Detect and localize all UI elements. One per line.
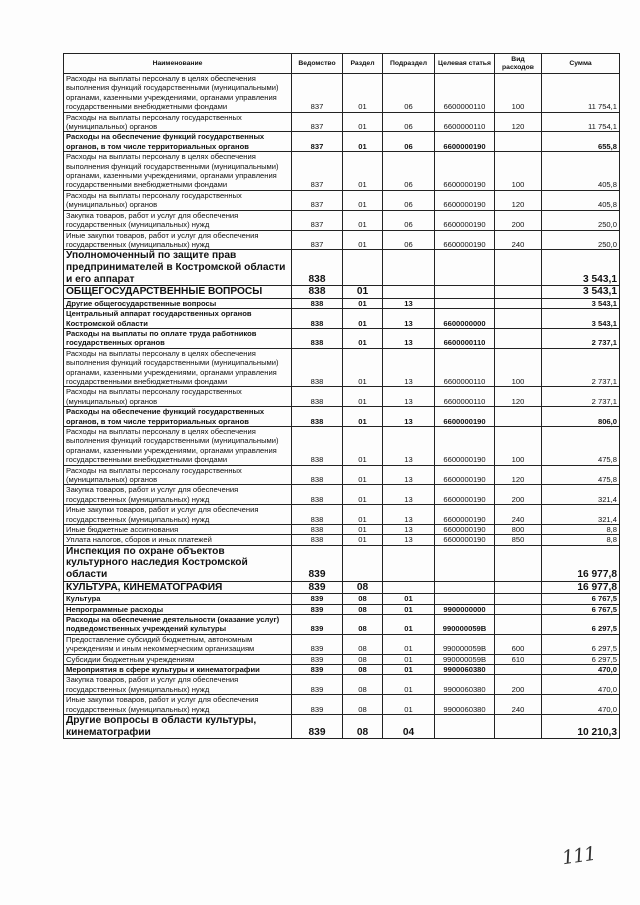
- cell-podrazdel: 01: [383, 634, 435, 654]
- table-row: [64, 615, 620, 635]
- cell-podrazdel: 13: [383, 309, 435, 329]
- cell-vid-rashodov: 200: [495, 675, 542, 695]
- cell-razdel: 01: [343, 210, 383, 230]
- cell-vid-rashodov: [495, 407, 542, 427]
- cell-podrazdel: [383, 250, 435, 286]
- table-row: [64, 74, 620, 113]
- cell-summa: 10 210,3: [542, 715, 620, 739]
- table-row: [64, 634, 620, 654]
- cell-name: Субсидии бюджетным учреждениям: [64, 654, 292, 664]
- cell-summa: 655,8: [542, 132, 620, 152]
- cell-podrazdel: 13: [383, 387, 435, 407]
- cell-razdel: 08: [343, 654, 383, 664]
- cell-podrazdel: 13: [383, 348, 435, 387]
- cell-vid-rashodov: 100: [495, 426, 542, 465]
- table-row: [64, 525, 620, 535]
- cell-vid-rashodov: 100: [495, 152, 542, 191]
- cell-razdel: 01: [343, 298, 383, 308]
- table-body: [64, 74, 620, 739]
- table-row: [64, 505, 620, 525]
- column-header-name: Наименование: [64, 54, 292, 74]
- table-row: [64, 132, 620, 152]
- cell-name: Центральный аппарат государственных органов Костромской области: [64, 309, 292, 329]
- cell-vedomstvo: 838: [292, 407, 343, 427]
- table-row: [64, 485, 620, 505]
- cell-razdel: 08: [343, 695, 383, 715]
- cell-vedomstvo: 837: [292, 152, 343, 191]
- cell-name: Расходы на обеспечение функций государственных органов, в том числе территориальных органов: [64, 132, 292, 152]
- cell-vedomstvo: 838: [292, 525, 343, 535]
- cell-vedomstvo: 839: [292, 654, 343, 664]
- cell-vedomstvo: 837: [292, 74, 343, 113]
- cell-vid-rashodov: 240: [495, 505, 542, 525]
- cell-vid-rashodov: [495, 604, 542, 614]
- cell-summa: 470,0: [542, 675, 620, 695]
- cell-name: Иные бюджетные ассигнования: [64, 525, 292, 535]
- cell-vedomstvo: 839: [292, 665, 343, 675]
- cell-razdel: 01: [343, 485, 383, 505]
- cell-celevaya-statya: 6600000110: [435, 74, 495, 113]
- column-header-summa: Сумма: [542, 54, 620, 74]
- table-row: [64, 152, 620, 191]
- cell-razdel: 01: [343, 465, 383, 485]
- cell-celevaya-statya: 6600000190: [435, 132, 495, 152]
- cell-vid-rashodov: [495, 581, 542, 594]
- cell-vid-rashodov: 610: [495, 654, 542, 664]
- cell-summa: 11 754,1: [542, 74, 620, 113]
- table-row: [64, 654, 620, 664]
- cell-name: Закупка товаров, работ и услуг для обеспечения государственных (муниципальных) нужд: [64, 210, 292, 230]
- cell-vid-rashodov: [495, 132, 542, 152]
- cell-name: Другие общегосударственные вопросы: [64, 298, 292, 308]
- cell-celevaya-statya: 9900060380: [435, 695, 495, 715]
- table-row: [64, 309, 620, 329]
- cell-name: Расходы на выплаты персоналу в целях обеспечения выполнения функций государственными (муниципальными) органами, казенными учреждениями, органами управления государственными внебюджетными фондами: [64, 74, 292, 113]
- cell-razdel: [343, 545, 383, 581]
- cell-vid-rashodov: [495, 250, 542, 286]
- cell-name: Расходы на выплаты по оплате труда работников государственных органов: [64, 328, 292, 348]
- cell-summa: 16 977,8: [542, 581, 620, 594]
- cell-celevaya-statya: 6600000190: [435, 230, 495, 250]
- cell-razdel: 01: [343, 74, 383, 113]
- cell-vedomstvo: 837: [292, 230, 343, 250]
- cell-vedomstvo: 838: [292, 505, 343, 525]
- table-row: [64, 348, 620, 387]
- table-row: [64, 581, 620, 594]
- cell-name: Непрограммные расходы: [64, 604, 292, 614]
- cell-vedomstvo: 839: [292, 634, 343, 654]
- cell-podrazdel: [383, 286, 435, 299]
- cell-vedomstvo: 839: [292, 581, 343, 594]
- cell-vedomstvo: 839: [292, 675, 343, 695]
- table-row: [64, 286, 620, 299]
- cell-celevaya-statya: 9900060380: [435, 675, 495, 695]
- cell-podrazdel: 06: [383, 152, 435, 191]
- cell-name: Расходы на выплаты персоналу в целях обеспечения выполнения функций государственными (муниципальными) органами, казенными учреждениями, органами управления государственными внебюджетными фондами: [64, 426, 292, 465]
- cell-vedomstvo: 838: [292, 328, 343, 348]
- cell-podrazdel: 13: [383, 465, 435, 485]
- cell-summa: 470,0: [542, 695, 620, 715]
- cell-vedomstvo: 838: [292, 485, 343, 505]
- cell-summa: 8,8: [542, 535, 620, 545]
- cell-celevaya-statya: 6600000190: [435, 535, 495, 545]
- cell-podrazdel: 06: [383, 190, 435, 210]
- cell-celevaya-statya: 6600000190: [435, 525, 495, 535]
- cell-name: Предоставление субсидий бюджетным, автономным учреждениям и иным некоммерческим организациям: [64, 634, 292, 654]
- cell-podrazdel: 13: [383, 505, 435, 525]
- cell-vedomstvo: 838: [292, 387, 343, 407]
- cell-vid-rashodov: [495, 615, 542, 635]
- cell-summa: 2 737,1: [542, 328, 620, 348]
- cell-vedomstvo: 838: [292, 348, 343, 387]
- cell-razdel: 01: [343, 407, 383, 427]
- cell-razdel: 01: [343, 112, 383, 132]
- cell-vedomstvo: 838: [292, 309, 343, 329]
- cell-celevaya-statya: [435, 286, 495, 299]
- table-row: [64, 230, 620, 250]
- cell-vedomstvo: 839: [292, 715, 343, 739]
- cell-razdel: 01: [343, 190, 383, 210]
- cell-podrazdel: 13: [383, 525, 435, 535]
- budget-table: [63, 53, 620, 739]
- cell-podrazdel: 04: [383, 715, 435, 739]
- cell-razdel: 08: [343, 615, 383, 635]
- table-row: [64, 465, 620, 485]
- cell-razdel: 01: [343, 348, 383, 387]
- cell-summa: 475,8: [542, 426, 620, 465]
- cell-razdel: 01: [343, 132, 383, 152]
- cell-vid-rashodov: 100: [495, 348, 542, 387]
- cell-celevaya-statya: [435, 250, 495, 286]
- cell-celevaya-statya: 6600000110: [435, 387, 495, 407]
- cell-celevaya-statya: 6600000190: [435, 190, 495, 210]
- cell-razdel: 01: [343, 426, 383, 465]
- cell-summa: 3 543,1: [542, 309, 620, 329]
- cell-razdel: 01: [343, 387, 383, 407]
- cell-name: Закупка товаров, работ и услуг для обеспечения государственных (муниципальных) нужд: [64, 675, 292, 695]
- cell-razdel: [343, 250, 383, 286]
- cell-summa: 475,8: [542, 465, 620, 485]
- cell-podrazdel: [383, 545, 435, 581]
- cell-summa: 6 297,5: [542, 615, 620, 635]
- cell-name: Уплата налогов, сборов и иных платежей: [64, 535, 292, 545]
- cell-name: Расходы на выплаты персоналу в целях обеспечения выполнения функций государственными (муниципальными) органами, казенными учреждениями, органами управления государственными внебюджетными фондами: [64, 348, 292, 387]
- column-header-vedomstvo: Ведомство: [292, 54, 343, 74]
- cell-celevaya-statya: 990000059В: [435, 654, 495, 664]
- cell-celevaya-statya: 6600000110: [435, 112, 495, 132]
- cell-celevaya-statya: 990000059В: [435, 615, 495, 635]
- cell-razdel: 01: [343, 230, 383, 250]
- cell-vid-rashodov: [495, 665, 542, 675]
- cell-podrazdel: 01: [383, 594, 435, 604]
- cell-vid-rashodov: 100: [495, 74, 542, 113]
- cell-summa: 3 543,1: [542, 250, 620, 286]
- cell-podrazdel: 06: [383, 112, 435, 132]
- cell-vedomstvo: 839: [292, 594, 343, 604]
- cell-vid-rashodov: 120: [495, 387, 542, 407]
- cell-podrazdel: 01: [383, 615, 435, 635]
- cell-podrazdel: [383, 581, 435, 594]
- cell-vid-rashodov: 850: [495, 535, 542, 545]
- cell-vedomstvo: 838: [292, 298, 343, 308]
- cell-vedomstvo: 837: [292, 190, 343, 210]
- cell-name: Инспекция по охране объектов культурного наследия Костромской области: [64, 545, 292, 581]
- cell-razdel: 08: [343, 634, 383, 654]
- cell-razdel: 01: [343, 152, 383, 191]
- cell-summa: 470,0: [542, 665, 620, 675]
- cell-name: Расходы на выплаты персоналу государственных (муниципальных) органов: [64, 112, 292, 132]
- cell-podrazdel: 01: [383, 695, 435, 715]
- cell-celevaya-statya: 9900000000: [435, 604, 495, 614]
- page-number: 111: [560, 842, 597, 870]
- table-row: [64, 250, 620, 286]
- table-row: [64, 426, 620, 465]
- cell-razdel: 01: [343, 286, 383, 299]
- cell-celevaya-statya: 6600000190: [435, 485, 495, 505]
- cell-celevaya-statya: [435, 715, 495, 739]
- cell-podrazdel: 13: [383, 328, 435, 348]
- cell-razdel: 01: [343, 535, 383, 545]
- cell-podrazdel: 13: [383, 426, 435, 465]
- cell-vid-rashodov: [495, 545, 542, 581]
- cell-vid-rashodov: 800: [495, 525, 542, 535]
- cell-podrazdel: 06: [383, 74, 435, 113]
- cell-vid-rashodov: 120: [495, 112, 542, 132]
- cell-vedomstvo: 838: [292, 286, 343, 299]
- cell-name: Культура: [64, 594, 292, 604]
- cell-summa: 6 767,5: [542, 604, 620, 614]
- table-row: [64, 695, 620, 715]
- cell-razdel: 08: [343, 675, 383, 695]
- cell-podrazdel: 06: [383, 230, 435, 250]
- cell-celevaya-statya: 6600000190: [435, 465, 495, 485]
- cell-podrazdel: 01: [383, 665, 435, 675]
- cell-summa: 405,8: [542, 152, 620, 191]
- cell-celevaya-statya: 6600000110: [435, 328, 495, 348]
- table-row: [64, 675, 620, 695]
- cell-name: Расходы на выплаты персоналу государственных (муниципальных) органов: [64, 387, 292, 407]
- cell-vedomstvo: 839: [292, 615, 343, 635]
- cell-name: Расходы на обеспечение деятельности (оказание услуг) подведомственных учреждений культуры: [64, 615, 292, 635]
- cell-vid-rashodov: 240: [495, 695, 542, 715]
- cell-celevaya-statya: [435, 545, 495, 581]
- cell-summa: 321,4: [542, 485, 620, 505]
- cell-summa: 321,4: [542, 505, 620, 525]
- cell-podrazdel: 13: [383, 407, 435, 427]
- cell-name: Уполномоченный по защите прав предпринимателей в Костромской области и его аппарат: [64, 250, 292, 286]
- cell-vid-rashodov: [495, 309, 542, 329]
- cell-podrazdel: 01: [383, 604, 435, 614]
- cell-summa: 6 767,5: [542, 594, 620, 604]
- cell-vid-rashodov: [495, 594, 542, 604]
- cell-razdel: 08: [343, 581, 383, 594]
- cell-razdel: 01: [343, 525, 383, 535]
- cell-vid-rashodov: 200: [495, 210, 542, 230]
- table-row: [64, 407, 620, 427]
- cell-celevaya-statya: 9900060380: [435, 665, 495, 675]
- cell-vid-rashodov: 240: [495, 230, 542, 250]
- cell-vid-rashodov: [495, 328, 542, 348]
- cell-celevaya-statya: 6600000190: [435, 152, 495, 191]
- cell-name: КУЛЬТУРА, КИНЕМАТОГРАФИЯ: [64, 581, 292, 594]
- cell-podrazdel: 13: [383, 535, 435, 545]
- cell-razdel: 08: [343, 715, 383, 739]
- cell-summa: 3 543,1: [542, 286, 620, 299]
- cell-podrazdel: 06: [383, 210, 435, 230]
- cell-vedomstvo: 839: [292, 604, 343, 614]
- cell-vedomstvo: 838: [292, 426, 343, 465]
- cell-razdel: 01: [343, 505, 383, 525]
- cell-vid-rashodov: 120: [495, 465, 542, 485]
- cell-summa: 8,8: [542, 525, 620, 535]
- cell-summa: 6 297,5: [542, 654, 620, 664]
- table-row: [64, 210, 620, 230]
- table-row: [64, 387, 620, 407]
- cell-vedomstvo: 838: [292, 250, 343, 286]
- cell-summa: 6 297,5: [542, 634, 620, 654]
- cell-vid-rashodov: 120: [495, 190, 542, 210]
- table-row: [64, 190, 620, 210]
- cell-summa: 2 737,1: [542, 387, 620, 407]
- cell-celevaya-statya: 6600000110: [435, 348, 495, 387]
- cell-summa: 250,0: [542, 210, 620, 230]
- table-row: [64, 535, 620, 545]
- cell-celevaya-statya: [435, 581, 495, 594]
- cell-name: Расходы на обеспечение функций государственных органов, в том числе территориальных органов: [64, 407, 292, 427]
- cell-razdel: 08: [343, 665, 383, 675]
- column-header-celevaya-statya: Целевая статья: [435, 54, 495, 74]
- cell-name: Иные закупки товаров, работ и услуг для обеспечения государственных (муниципальных) нужд: [64, 505, 292, 525]
- cell-vedomstvo: 837: [292, 112, 343, 132]
- cell-celevaya-statya: 6600000190: [435, 210, 495, 230]
- table-row: [64, 604, 620, 614]
- cell-vedomstvo: 839: [292, 545, 343, 581]
- cell-name: Расходы на выплаты персоналу в целях обеспечения выполнения функций государственными (муниципальными) органами, казенными учреждениями, органами управления государственными внебюджетными фондами: [64, 152, 292, 191]
- table-row: [64, 328, 620, 348]
- table-row: [64, 545, 620, 581]
- cell-celevaya-statya: 6600000190: [435, 407, 495, 427]
- cell-vid-rashodov: 600: [495, 634, 542, 654]
- cell-name: Мероприятия в сфере культуры и кинематографии: [64, 665, 292, 675]
- cell-celevaya-statya: 6600000190: [435, 505, 495, 525]
- cell-vedomstvo: 837: [292, 132, 343, 152]
- cell-celevaya-statya: [435, 594, 495, 604]
- cell-podrazdel: 13: [383, 298, 435, 308]
- column-header-razdel: Раздел: [343, 54, 383, 74]
- cell-vedomstvo: 839: [292, 695, 343, 715]
- cell-podrazdel: 13: [383, 485, 435, 505]
- cell-name: Закупка товаров, работ и услуг для обеспечения государственных (муниципальных) нужд: [64, 485, 292, 505]
- cell-vedomstvo: 838: [292, 465, 343, 485]
- cell-celevaya-statya: [435, 298, 495, 308]
- table-row: [64, 112, 620, 132]
- cell-vid-rashodov: [495, 715, 542, 739]
- table-row: [64, 665, 620, 675]
- cell-name: Расходы на выплаты персоналу государственных (муниципальных) органов: [64, 190, 292, 210]
- cell-summa: 11 754,1: [542, 112, 620, 132]
- table-row: [64, 298, 620, 308]
- cell-celevaya-statya: 6600000190: [435, 426, 495, 465]
- cell-razdel: 08: [343, 594, 383, 604]
- column-header-podrazdel: Подраздел: [383, 54, 435, 74]
- cell-razdel: 01: [343, 309, 383, 329]
- cell-vedomstvo: 838: [292, 535, 343, 545]
- cell-vid-rashodov: [495, 298, 542, 308]
- cell-celevaya-statya: 990000059В: [435, 634, 495, 654]
- cell-summa: 806,0: [542, 407, 620, 427]
- cell-summa: 3 543,1: [542, 298, 620, 308]
- cell-razdel: 01: [343, 328, 383, 348]
- column-header-vid-rashodov: Вид расходов: [495, 54, 542, 74]
- table-row: [64, 594, 620, 604]
- cell-summa: 405,8: [542, 190, 620, 210]
- table-row: [64, 715, 620, 739]
- cell-name: Другие вопросы в области культуры, кинематографии: [64, 715, 292, 739]
- cell-podrazdel: 01: [383, 675, 435, 695]
- cell-razdel: 08: [343, 604, 383, 614]
- table-header-row: [64, 54, 620, 74]
- cell-summa: 250,0: [542, 230, 620, 250]
- cell-vid-rashodov: 200: [495, 485, 542, 505]
- cell-name: ОБЩЕГОСУДАРСТВЕННЫЕ ВОПРОСЫ: [64, 286, 292, 299]
- cell-name: Иные закупки товаров, работ и услуг для обеспечения государственных (муниципальных) нужд: [64, 230, 292, 250]
- cell-vedomstvo: 837: [292, 210, 343, 230]
- cell-summa: 16 977,8: [542, 545, 620, 581]
- cell-name: Расходы на выплаты персоналу государственных (муниципальных) органов: [64, 465, 292, 485]
- cell-name: Иные закупки товаров, работ и услуг для обеспечения государственных (муниципальных) нужд: [64, 695, 292, 715]
- cell-vid-rashodov: [495, 286, 542, 299]
- cell-summa: 2 737,1: [542, 348, 620, 387]
- cell-podrazdel: 01: [383, 654, 435, 664]
- cell-celevaya-statya: 6600000000: [435, 309, 495, 329]
- cell-podrazdel: 06: [383, 132, 435, 152]
